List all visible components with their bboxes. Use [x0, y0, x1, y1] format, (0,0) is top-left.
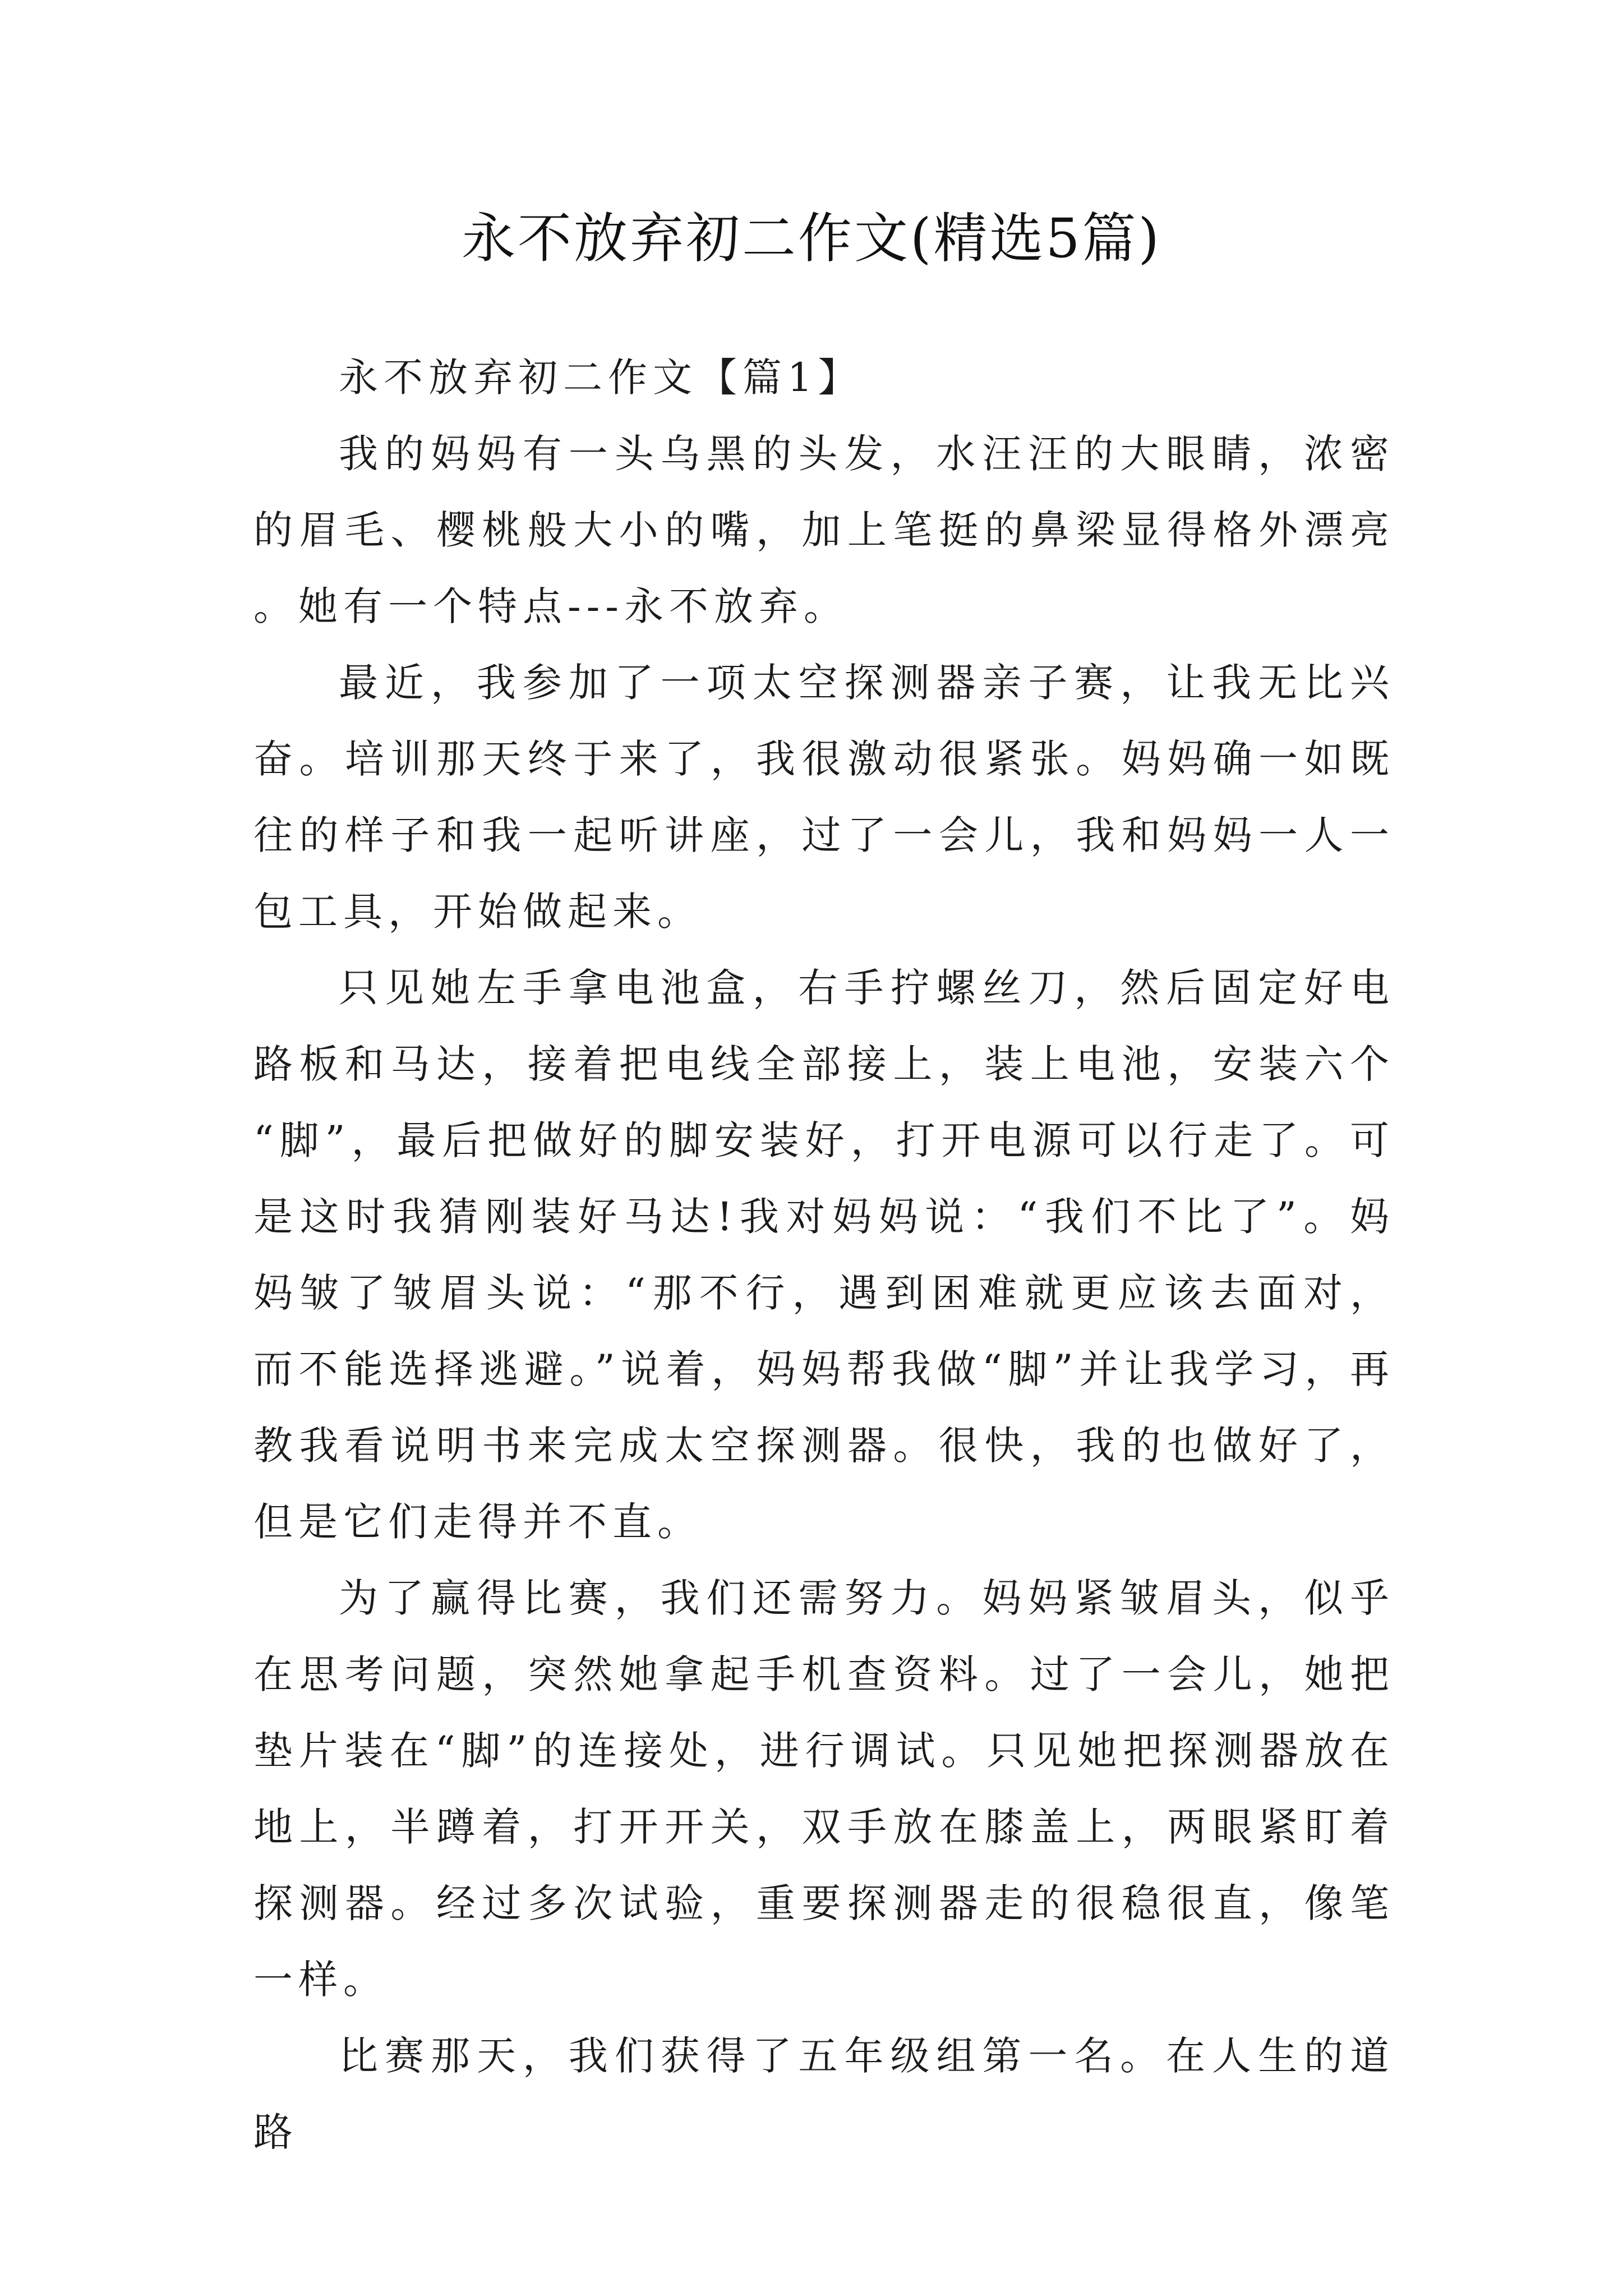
paragraph-1: 我的妈妈有一头乌黑的头发，水汪汪的大眼睛，浓密的眉毛、樱桃般大小的嘴，加上笔挺的鼻梁显得格外漂亮。她有一个特点---永不放弃。: [253, 431, 1395, 629]
paragraph-5: 比赛那天，我们获得了五年级组第一名。在人生的道路: [253, 2033, 1395, 2155]
document-body: [253, 339, 1395, 2170]
paragraph-4: 为了赢得比赛，我们还需努力。妈妈紧皱眉头，似乎在思考问题，突然她拿起手机查资料。过了一会儿，她把垫片装在“脚”的连接处，进行调试。只见她把探测器放在地上，半蹲着，打开开关，双手放在膝盖上，两眼紧盯着探测器。经过多次试验，重要探测器走的很稳很直，像笔一样。: [253, 1575, 1395, 2003]
paragraph-3: 只见她左手拿电池盒，右手拧螺丝刀，然后固定好电路板和马达，接着把电线全部接上，装上电池，安装六个“脚”，最后把做好的脚安装好，打开电源可以行走了。可是这时我猜刚装好马达!我对妈妈说：“我们不比了”。妈妈皱了皱眉头说：“那不行，遇到困难就更应该去面对，而不能选择逃避。”说着，妈妈帮我做“脚”并让我学习，再教我看说明书来完成太空探测器。很快，我的也做好了，但是它们走得并不直。: [253, 965, 1395, 1545]
document-title: 永不放弃初二作文(精选5篇): [462, 207, 1161, 270]
section-heading: 永不放弃初二作文【篇1】: [339, 355, 863, 401]
paragraph-2: 最近，我参加了一项太空探测器亲子赛，让我无比兴奋。培训那天终于来了，我很激动很紧张。妈妈确一如既往的样子和我一起听讲座，过了一会儿，我和妈妈一人一包工具，开始做起来。: [253, 660, 1395, 935]
